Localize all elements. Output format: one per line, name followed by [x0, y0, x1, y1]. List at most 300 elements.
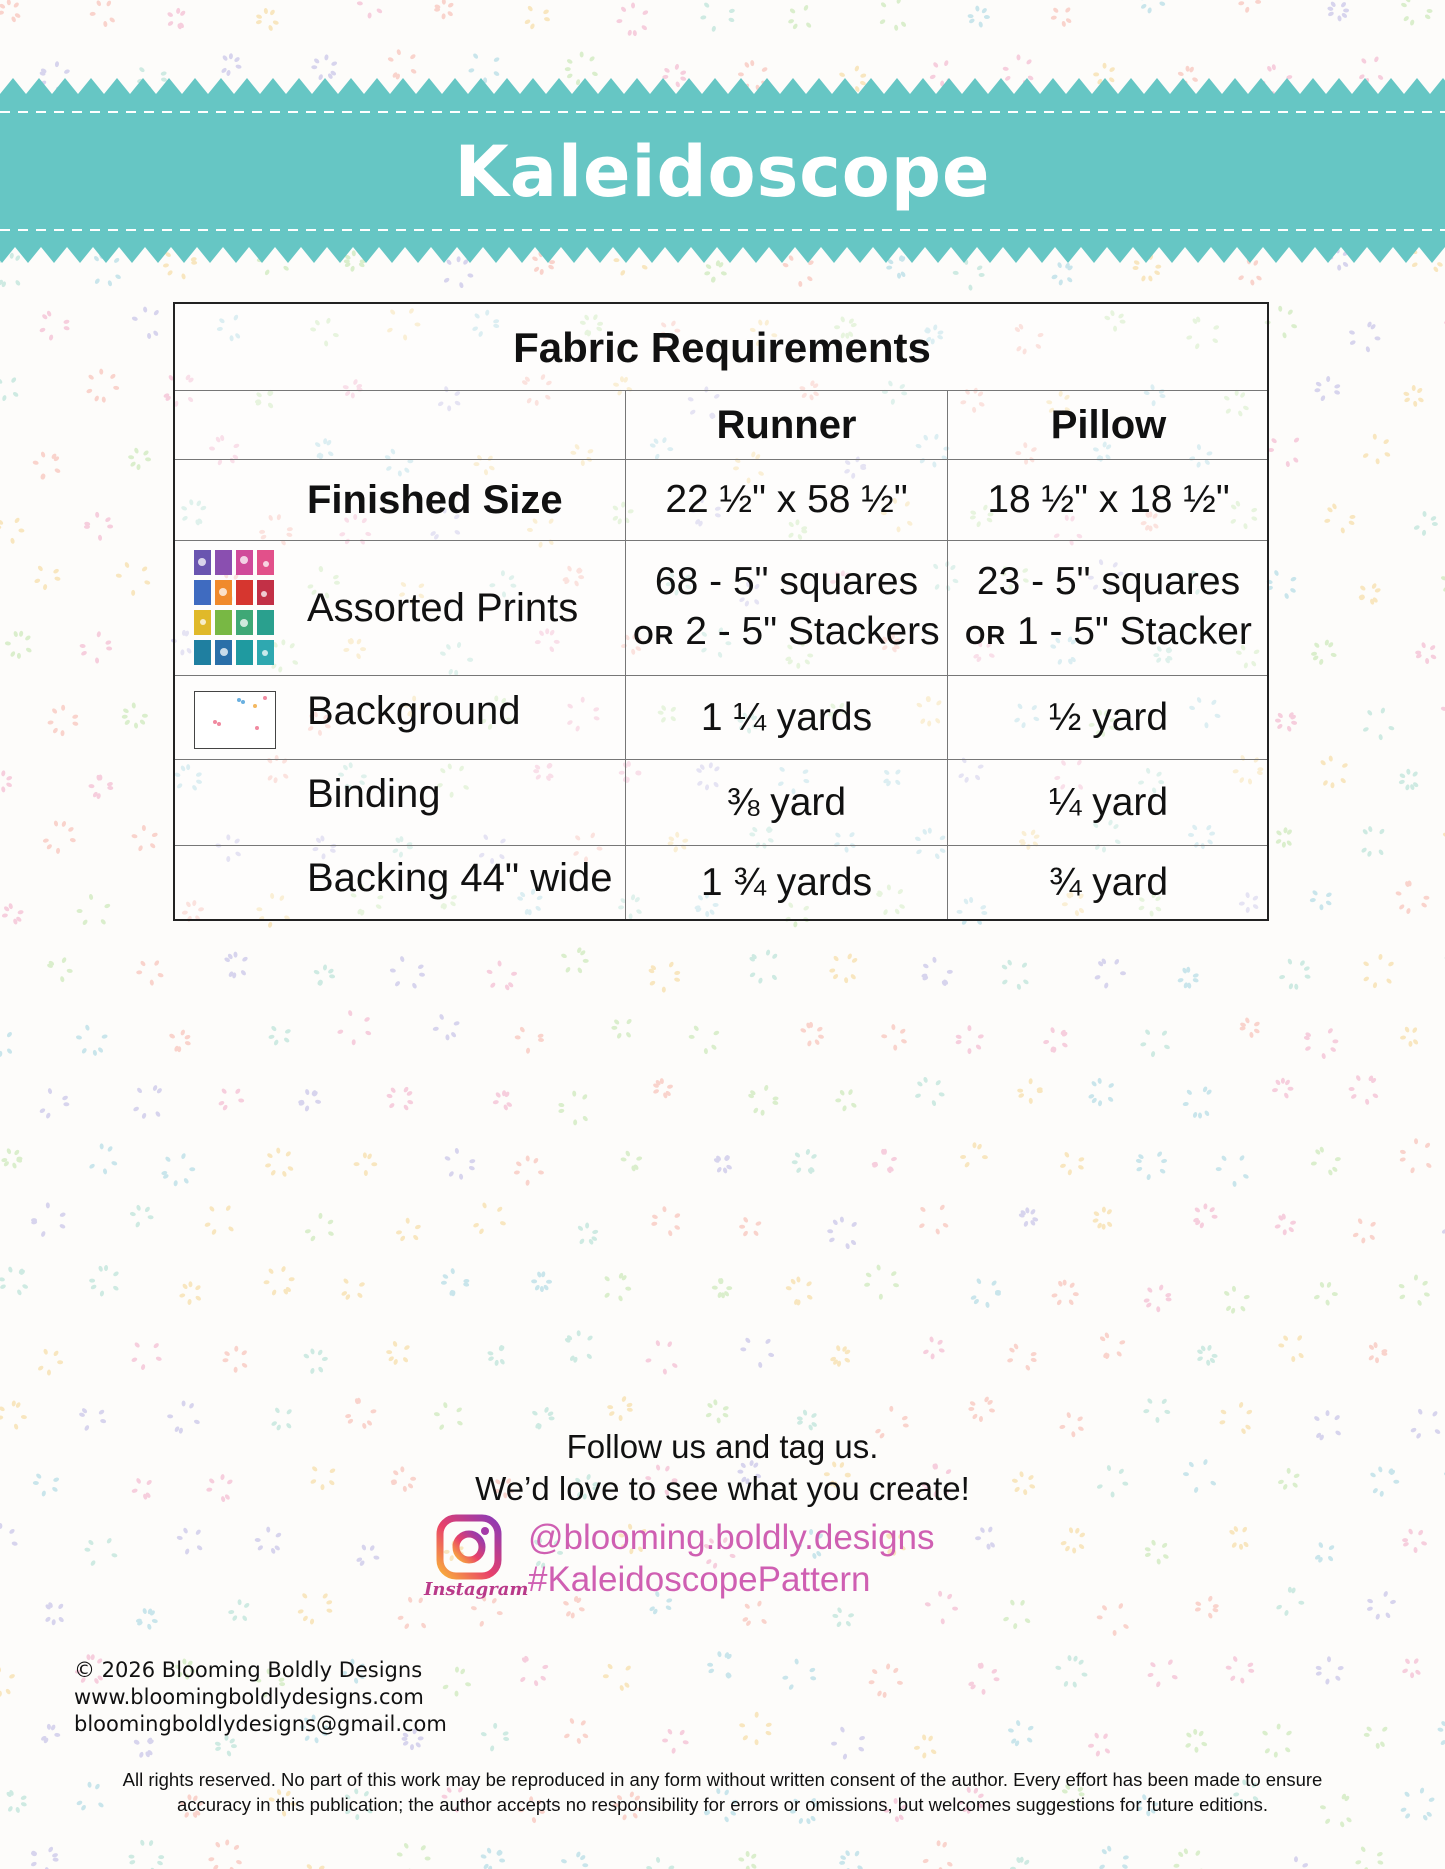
flower-decoration [1177, 967, 1199, 989]
flower-decoration [1413, 511, 1438, 536]
flower-decoration [1098, 1845, 1129, 1869]
flower-decoration [1007, 1720, 1034, 1747]
flower-decoration [700, 2, 735, 33]
flower-decoration [441, 1268, 470, 1297]
table-title: Fabric Requirements [513, 324, 931, 371]
flower-decoration [1228, 1525, 1249, 1550]
flower-decoration [1225, 1655, 1254, 1683]
flower-decoration [749, 949, 779, 984]
flower-decoration [1398, 1274, 1430, 1306]
flower-decoration [128, 1839, 164, 1869]
flower-decoration [298, 1089, 322, 1112]
flower-decoration [648, 961, 681, 993]
runner-backing: 1 ¾ yards [700, 860, 873, 904]
hashtag-link[interactable]: #KaleidoscopePattern [528, 1560, 871, 1599]
flower-decoration [255, 1526, 282, 1554]
flower-decoration [652, 1078, 673, 1099]
pillow-squares-text: 23 - 5" squares [976, 559, 1241, 603]
flower-decoration [975, 1526, 996, 1550]
flower-decoration [0, 770, 13, 793]
flower-decoration [480, 1847, 505, 1869]
flower-decoration [914, 1734, 938, 1759]
flower-decoration [40, 1724, 60, 1745]
instagram-icon[interactable] [436, 1514, 502, 1580]
flower-decoration [432, 1013, 460, 1040]
flower-decoration [918, 1204, 949, 1235]
flower-decoration [84, 1537, 118, 1567]
pillow-backing: ¾ yard [1048, 860, 1169, 904]
flower-decoration [839, 1850, 864, 1869]
flower-decoration [1400, 1026, 1419, 1047]
flower-decoration [1311, 1146, 1342, 1176]
flower-decoration [1239, 1017, 1260, 1038]
or-label: OR [633, 619, 675, 650]
flower-decoration [396, 1842, 430, 1869]
flower-decoration [42, 820, 76, 854]
flower-decoration [1018, 1207, 1038, 1227]
flower-decoration [1135, 1151, 1167, 1181]
flower-decoration [313, 964, 335, 986]
flower-decoration [89, 1265, 120, 1297]
flower-decoration [742, 1600, 768, 1627]
page-title: Kaleidoscope [454, 131, 991, 213]
flower-decoration [30, 1846, 59, 1869]
flower-decoration [713, 1154, 733, 1174]
flower-decoration [782, 1658, 816, 1690]
flower-decoration [914, 1076, 945, 1106]
flower-decoration [1144, 1539, 1169, 1565]
flower-decoration [1139, 0, 1166, 14]
website-link[interactable]: www.bloomingboldlydesigns.com [74, 1685, 424, 1709]
flower-decoration [531, 1271, 552, 1292]
flower-decoration [1395, 880, 1429, 914]
flower-decoration [1364, 1726, 1389, 1749]
flower-decoration [131, 825, 158, 852]
flower-decoration [255, 8, 279, 32]
flower-decoration [386, 1340, 410, 1365]
flower-decoration [1314, 376, 1340, 402]
flower-decoration [514, 1026, 544, 1054]
flower-decoration [705, 1399, 729, 1424]
create-text: We’d love to see what you create! [475, 1470, 970, 1507]
flower-decoration [968, 1396, 995, 1422]
flower-decoration [1238, 0, 1261, 13]
flower-decoration [827, 1216, 858, 1249]
flower-decoration [1276, 1587, 1305, 1617]
flower-decoration [128, 447, 151, 470]
flower-decoration [37, 1348, 63, 1375]
flower-decoration [514, 1155, 545, 1186]
flower-decoration [47, 705, 79, 736]
flower-decoration [116, 561, 151, 595]
flower-decoration [688, 1025, 719, 1055]
email-link[interactable]: bloomingboldlydesigns@gmail.com [74, 1712, 447, 1736]
copyright-block [74, 1657, 447, 1738]
flower-decoration [133, 1084, 163, 1119]
flower-decoration [607, 1395, 633, 1421]
flower-decoration [1194, 1595, 1219, 1619]
flower-decoration [44, 1601, 64, 1625]
flower-decoration [76, 1024, 108, 1056]
flower-decoration [265, 1147, 294, 1177]
flower-decoration [830, 1345, 851, 1367]
flower-decoration [39, 1088, 70, 1119]
flower-decoration [1143, 1397, 1171, 1423]
flower-decoration [1415, 642, 1437, 665]
flower-decoration [1320, 755, 1349, 788]
flower-decoration [1, 1148, 23, 1169]
flower-decoration [480, 1723, 509, 1752]
flower-decoration [470, 1595, 503, 1627]
flower-decoration [1314, 1541, 1335, 1563]
flower-decoration [1266, 569, 1297, 599]
flower-decoration [922, 1336, 945, 1359]
flower-decoration [136, 959, 164, 985]
flower-decoration [357, 0, 383, 19]
flower-decoration [1097, 1602, 1130, 1636]
row-label-binding: Binding [307, 771, 441, 816]
flower-decoration [176, 1527, 203, 1555]
flower-decoration [396, 1218, 422, 1242]
flower-decoration [1099, 1332, 1126, 1360]
flower-decoration [968, 1662, 1000, 1694]
flower-decoration [433, 1402, 463, 1431]
flower-decoration [204, 1205, 234, 1236]
flower-decoration [871, 1149, 897, 1174]
flower-decoration [1282, 1856, 1309, 1869]
runner-assorted-prints [626, 541, 947, 675]
flower-decoration [0, 517, 25, 544]
flower-decoration [133, 1737, 155, 1759]
flower-decoration [881, 1024, 907, 1051]
flower-decoration [1349, 321, 1381, 353]
flower-decoration [1441, 1215, 1445, 1239]
flower-decoration [208, 1839, 242, 1869]
flower-decoration [304, 1213, 334, 1242]
flower-decoration [1088, 1732, 1111, 1757]
flower-decoration [228, 1599, 250, 1622]
flower-decoration [712, 1278, 733, 1299]
flower-decoration [1324, 503, 1356, 534]
flower-decoration [564, 1330, 594, 1363]
flower-decoration [168, 1029, 191, 1052]
flower-decoration [1043, 1027, 1069, 1053]
flower-decoration [1313, 1281, 1338, 1306]
fabric-requirements-table [173, 302, 1269, 921]
flower-decoration [1440, 567, 1445, 596]
flower-decoration [386, 1086, 414, 1111]
row-label-backing: Backing 44" wide [307, 855, 613, 900]
flower-decoration [1358, 582, 1381, 605]
column-header-runner: Runner [716, 402, 857, 447]
flower-decoration [739, 1216, 762, 1237]
flower-decoration [1140, 1029, 1171, 1058]
rights-line-1: All rights reserved. No part of this work may be reproduced in any form without written consent of the author. Every effort has been made to ensure [122, 1769, 1323, 1790]
flower-decoration [646, 1857, 675, 1869]
runner-stackers-text: 2 - 5" Stackers [685, 609, 940, 653]
flower-decoration [487, 1344, 506, 1366]
runner-binding: ⅜ yard [726, 780, 847, 824]
flower-decoration [444, 1148, 476, 1180]
flower-decoration [1261, 1723, 1292, 1757]
flower-decoration [0, 1523, 18, 1555]
flower-decoration [84, 512, 113, 541]
flower-decoration [303, 1348, 329, 1374]
flower-decoration [88, 774, 113, 799]
flower-decoration [524, 5, 550, 30]
background-fabric-swatch-icon [194, 691, 276, 749]
flower-decoration [611, 1018, 632, 1039]
flower-decoration [960, 1142, 988, 1168]
flower-decoration [1055, 1655, 1088, 1688]
or-label: OR [965, 619, 1007, 650]
flower-decoration [131, 306, 159, 339]
flower-decoration [603, 1663, 632, 1692]
flower-decoration [1400, 0, 1432, 26]
flower-decoration [1050, 6, 1072, 27]
flower-decoration [560, 947, 588, 974]
flower-decoration [222, 1346, 248, 1373]
flower-decoration [560, 1851, 588, 1869]
flower-decoration [922, 1840, 953, 1869]
flower-decoration [354, 1152, 378, 1176]
flower-decoration [1399, 1138, 1432, 1174]
flower-decoration [47, 957, 73, 983]
flower-decoration [785, 1276, 813, 1305]
runner-squares-text: 68 - 5" squares [654, 559, 919, 603]
flower-decoration [970, 1278, 1001, 1309]
flower-decoration [1440, 699, 1445, 725]
flower-decoration [1400, 1787, 1435, 1821]
flower-decoration [620, 1150, 642, 1172]
flower-decoration [577, 1222, 599, 1245]
flower-decoration [397, 1596, 427, 1629]
flower-decoration [161, 1153, 195, 1187]
flower-decoration [311, 54, 338, 81]
flower-decoration [1143, 1284, 1172, 1312]
flower-decoration [1315, 1656, 1344, 1685]
flower-decoration [835, 1089, 857, 1112]
flower-decoration [967, 5, 990, 28]
flower-decoration [1051, 1280, 1079, 1307]
flower-decoration [1352, 1218, 1377, 1244]
flower-decoration [473, 1202, 507, 1235]
runner-finished-size: 22 ½" x 58 ½" [665, 478, 908, 521]
flower-decoration [558, 1090, 589, 1125]
flower-decoration [1402, 1657, 1422, 1678]
flower-decoration [519, 1655, 548, 1687]
row-label-assorted-prints: Assorted Prints [307, 585, 579, 630]
flower-decoration [1275, 827, 1293, 848]
flower-decoration [1268, 437, 1300, 468]
pillow-assorted-prints [948, 541, 1269, 675]
pillow-stacker-line [965, 607, 1252, 660]
flower-decoration [337, 1010, 372, 1046]
flower-decoration [952, 259, 984, 291]
flower-decoration [1437, 1717, 1445, 1751]
flower-decoration [921, 957, 953, 987]
flower-decoration [704, 260, 727, 283]
flower-decoration [1355, 1846, 1384, 1869]
flower-decoration [1349, 1074, 1379, 1105]
flower-decoration [34, 565, 61, 591]
flower-decoration [263, 1266, 295, 1297]
flower-decoration [831, 1726, 866, 1760]
flower-decoration [924, 1591, 958, 1625]
fabric-prints-swatch-icon [194, 550, 276, 666]
flower-decoration [1402, 1528, 1427, 1553]
flower-decoration [832, 1607, 854, 1628]
flower-decoration [297, 1592, 333, 1625]
flower-decoration [879, 0, 907, 31]
flower-decoration [1173, 1848, 1205, 1869]
flower-decoration [1360, 826, 1385, 858]
flower-decoration [0, 1030, 13, 1057]
flower-decoration [492, 1090, 512, 1111]
flower-decoration [5, 630, 33, 658]
flower-decoration [486, 960, 517, 991]
pillow-binding: ¼ yard [1048, 780, 1169, 824]
flower-decoration [1368, 1342, 1388, 1363]
flower-decoration [0, 1400, 27, 1430]
flower-decoration [129, 1204, 153, 1228]
flower-decoration [1060, 1527, 1086, 1554]
rights-disclaimer [60, 1767, 1385, 1817]
flower-decoration [0, 376, 19, 401]
flower-decoration [1092, 1207, 1113, 1230]
instagram-wordmark: Instagram [424, 1579, 529, 1600]
flower-decoration [1051, 262, 1074, 286]
flower-decoration [1303, 1027, 1338, 1059]
flower-decoration [616, 2, 649, 36]
flower-decoration [1279, 958, 1311, 990]
flower-decoration [345, 1398, 377, 1430]
flower-decoration [0, 0, 21, 23]
flower-decoration [748, 1085, 779, 1116]
runner-background: 1 ¼ yards [700, 695, 873, 739]
follow-text: Follow us and tag us. [566, 1428, 879, 1465]
flower-decoration [1001, 959, 1030, 990]
flower-decoration [1265, 306, 1298, 339]
flower-decoration [1327, 1, 1349, 22]
flower-decoration [167, 8, 187, 30]
flower-decoration [1010, 1857, 1031, 1869]
flower-decoration [1272, 1078, 1294, 1099]
flower-decoration [1002, 1599, 1031, 1629]
flower-decoration [32, 451, 61, 480]
flower-decoration [1398, 768, 1419, 790]
flower-decoration [387, 49, 417, 80]
flower-decoration [77, 894, 111, 926]
flower-decoration [90, 0, 116, 27]
flower-decoration [651, 1206, 681, 1237]
flower-decoration [1007, 1343, 1037, 1371]
flower-decoration [131, 1341, 162, 1370]
flower-decoration [1060, 1151, 1085, 1176]
flower-decoration [868, 1663, 903, 1698]
flower-decoration [1223, 1286, 1250, 1315]
flower-decoration [800, 1022, 825, 1047]
flower-decoration [829, 953, 858, 984]
flower-decoration [1182, 1086, 1212, 1119]
flower-decoration [740, 1337, 775, 1368]
flower-decoration [268, 1025, 291, 1046]
rights-line-2: accuracy in this publication; the author accepts no responsibility for errors or omissions, but welcomes suggestions for future editions. [176, 1794, 1268, 1815]
flower-decoration [645, 1340, 678, 1375]
flower-decoration [707, 1651, 733, 1680]
flower-decoration [86, 369, 120, 403]
flower-decoration [1274, 1213, 1296, 1235]
flower-decoration [739, 1712, 772, 1746]
flower-decoration [1403, 385, 1425, 407]
flower-decoration [738, 1851, 758, 1869]
flower-decoration [788, 4, 813, 30]
flower-decoration [1366, 1590, 1396, 1620]
flower-decoration [1311, 639, 1337, 665]
flower-decoration [122, 702, 148, 729]
flower-decoration [218, 1088, 245, 1112]
copyright-text: © 2026 Blooming Boldly Designs [74, 1658, 423, 1682]
flower-decoration [305, 1863, 325, 1869]
flower-decoration [390, 956, 426, 990]
flower-decoration [662, 1728, 689, 1754]
flower-decoration [434, 0, 454, 20]
flower-decoration [31, 1202, 66, 1237]
flower-decoration [563, 1717, 589, 1744]
flower-decoration [0, 1666, 16, 1697]
flower-decoration [1094, 958, 1126, 989]
row-label-finished-size: Finished Size [307, 477, 563, 522]
flower-decoration [1088, 1078, 1115, 1107]
flower-decoration [1017, 1078, 1043, 1104]
row-label-background: Background [307, 688, 521, 733]
flower-decoration [604, 1272, 632, 1302]
pillow-background: ½ yard [1048, 695, 1169, 739]
runner-stackers-line [633, 607, 939, 660]
flower-decoration [6, 1789, 28, 1813]
pillow-finished-size: 18 ½" x 18 ½" [987, 478, 1230, 521]
flower-decoration [1196, 1344, 1217, 1366]
flower-decoration [1362, 707, 1395, 740]
flower-decoration [1362, 433, 1391, 464]
flower-decoration [224, 951, 249, 978]
flower-decoration [531, 1406, 554, 1430]
flower-decoration [1185, 1729, 1208, 1753]
flower-decoration [1193, 1203, 1218, 1228]
flower-decoration [1278, 1334, 1305, 1362]
flower-decoration [1216, 1154, 1250, 1187]
column-header-pillow: Pillow [1050, 402, 1167, 447]
flower-decoration [2, 903, 24, 925]
flower-decoration [792, 1149, 818, 1175]
flower-decoration [39, 310, 70, 341]
flower-decoration [220, 53, 241, 76]
flower-decoration [79, 631, 112, 664]
flower-decoration [88, 1143, 117, 1174]
flower-decoration [179, 1281, 202, 1305]
flower-decoration [864, 1264, 900, 1300]
flower-decoration [341, 1278, 366, 1301]
flower-decoration [1275, 711, 1298, 732]
flower-decoration [136, 1608, 159, 1631]
flower-decoration [1147, 1659, 1178, 1688]
instagram-handle-link[interactable]: @blooming.boldly.designs [528, 1518, 935, 1557]
flower-decoration [1310, 889, 1333, 910]
flower-decoration [0, 1266, 29, 1296]
flower-decoration [1363, 954, 1395, 989]
pillow-stacker-text: 1 - 5" Stacker [1016, 609, 1252, 653]
flower-decoration [356, 1544, 380, 1567]
